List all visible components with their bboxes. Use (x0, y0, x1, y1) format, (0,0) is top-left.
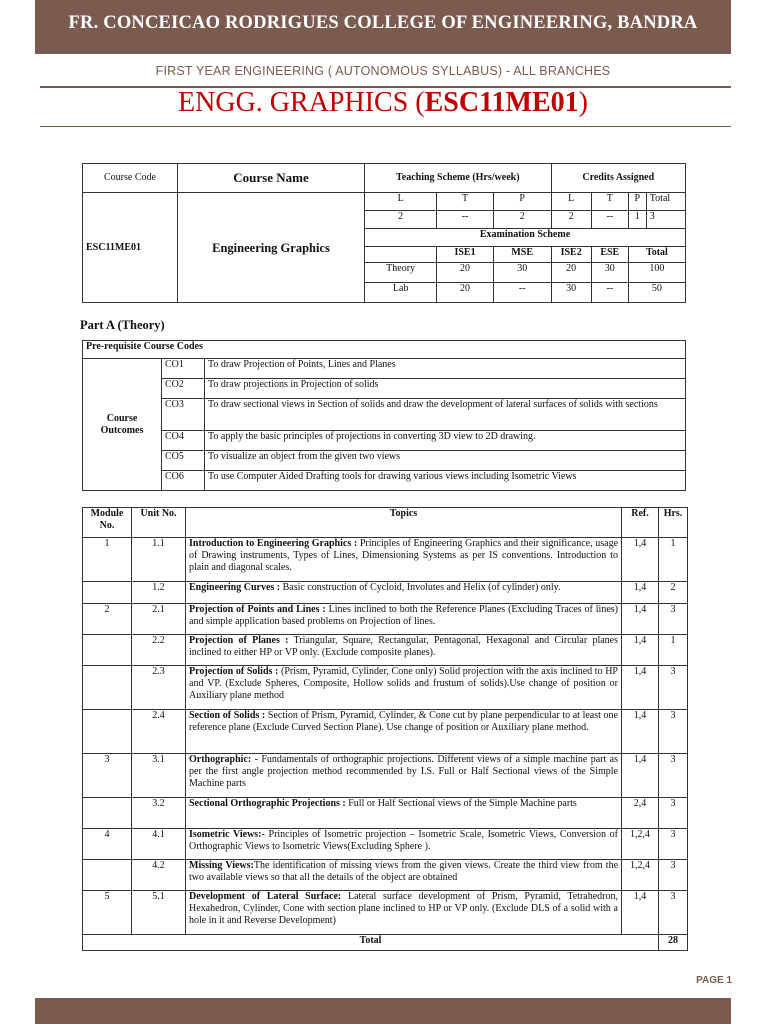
h-topics: Topics (186, 508, 622, 538)
ltp-head: Total (646, 193, 685, 211)
ref-cell: 2,4 (622, 798, 659, 829)
exam-head: Total (628, 247, 685, 263)
topic-text: Principles of Isometric projection – Isometric Scale, Isometric Views, Conversion of Orthographic Views to Isometric Views(Excluding Sphere ). (189, 829, 619, 852)
topic-cell (186, 604, 622, 635)
co-code: CO3 (162, 399, 205, 431)
co-code: CO2 (162, 379, 205, 399)
lab-val: -- (591, 283, 628, 303)
h-hrs: Hrs. (659, 508, 688, 538)
ltp-head: T (591, 193, 628, 211)
course-name: Engineering Graphics (178, 193, 365, 303)
module-row (83, 666, 688, 710)
ltp-head: L (551, 193, 591, 211)
topic-text: Full or Half Sectional views of the Simple Machine parts (345, 798, 577, 809)
topic-text: Principles of Engineering Graphics and their significance, usage of Drawing instruments, Types of Lines, Dimensioning Systems as per IS conventions. Introduction to plain and diagonal scales. (189, 538, 619, 573)
hours-cell: 1 (659, 538, 688, 582)
topic-cell (186, 666, 622, 710)
ltp-val: -- (437, 211, 494, 229)
exam-head: ESE (591, 247, 628, 263)
theory-val: 30 (493, 263, 551, 283)
hours-cell: 3 (659, 798, 688, 829)
ref-cell: 1,4 (622, 891, 659, 935)
unit-no: 2.4 (132, 710, 186, 754)
hours-cell: 3 (659, 710, 688, 754)
module-row (83, 582, 688, 604)
topic-title: Orthographic: (189, 754, 252, 765)
module-row (83, 754, 688, 798)
unit-no: 4.1 (132, 829, 186, 860)
h-ref: Ref. (622, 508, 659, 538)
topic-cell (186, 582, 622, 604)
unit-no: 3.2 (132, 798, 186, 829)
course-outcomes-label: Course Outcomes (83, 359, 162, 491)
module-no (83, 666, 132, 710)
module-row (83, 538, 688, 582)
ltp-val: -- (591, 211, 628, 229)
ltp-head: P (493, 193, 551, 211)
co-code: CO6 (162, 471, 205, 491)
modules-table (82, 507, 688, 951)
ltp-head: P (628, 193, 646, 211)
hours-cell: 3 (659, 891, 688, 935)
unit-no: 2.2 (132, 635, 186, 666)
hours-cell: 3 (659, 604, 688, 635)
modules-body (83, 538, 688, 935)
page-title (35, 87, 731, 119)
total-hours: 28 (659, 935, 688, 951)
ltp-head: T (437, 193, 494, 211)
unit-no: 3.1 (132, 754, 186, 798)
college-name: FR. CONCEICAO RODRIGUES COLLEGE OF ENGINEERING, BANDRA (68, 13, 698, 33)
unit-no: 5.1 (132, 891, 186, 935)
exam-head: ISE1 (437, 247, 494, 263)
ref-cell: 1,4 (622, 582, 659, 604)
co-text: To draw projections in Projection of solids (205, 379, 686, 399)
topic-cell (186, 635, 622, 666)
lab-total: 50 (628, 283, 685, 303)
unit-no: 4.2 (132, 860, 186, 891)
h-course-code: Course Code (83, 164, 178, 193)
ltp-val: 1 (628, 211, 646, 229)
module-no (83, 798, 132, 829)
hours-cell: 3 (659, 860, 688, 891)
ref-cell: 1,4 (622, 538, 659, 582)
course-table (82, 163, 686, 303)
ltp-val: 2 (551, 211, 591, 229)
h-teaching: Teaching Scheme (Hrs/week) (365, 164, 552, 193)
ref-cell: 1,4 (622, 710, 659, 754)
topic-title: Engineering Curves : (189, 582, 281, 593)
topic-text: Lateral surface development of Prism, Pyramid, Tetrahedron, Hexahedron, Cylinder, Cone with section plane inclined to HP or VP only. (Exclude DLS of a solid with a hole in it and Reverse Development) (189, 891, 618, 926)
footer-bar (35, 998, 731, 1024)
course-code: ESC11ME01 (83, 193, 178, 303)
lab-label: Lab (365, 283, 437, 303)
topic-title: Development of Lateral Surface: (189, 891, 342, 902)
topic-text: The identification of missing views from the given views. Create the third view from the two available views so that all the details of the object are obtained (189, 860, 619, 883)
h-course-name: Course Name (178, 164, 365, 193)
theory-label: Theory (365, 263, 437, 283)
unit-no: 1.1 (132, 538, 186, 582)
co-text: To draw Projection of Points, Lines and Planes (205, 359, 686, 379)
ltp-head: L (365, 193, 437, 211)
unit-no: 2.1 (132, 604, 186, 635)
hours-cell: 3 (659, 754, 688, 798)
ref-cell: 1,4 (622, 604, 659, 635)
ref-cell: 1,2,4 (622, 829, 659, 860)
lab-val: 30 (551, 283, 591, 303)
syllabus-subtitle: FIRST YEAR ENGINEERING ( AUTONOMOUS SYLLABUS) - ALL BRANCHES (155, 64, 611, 78)
topic-text: (Prism, Pyramid, Cylinder, Cone only) Solid projection with the axis inclined to HP and VP. (Exclude Spheres, Composite, Hollow solids and frustum of solids).Use change of position or Auxiliary plane method (189, 666, 618, 701)
module-no (83, 710, 132, 754)
module-row (83, 604, 688, 635)
topic-title: Missing Views: (189, 860, 254, 871)
ref-cell: 1,4 (622, 754, 659, 798)
exam-scheme-title: Examination Scheme (365, 229, 686, 247)
hours-cell: 3 (659, 829, 688, 860)
topic-text: Basic construction of Cycloid, Involutes and Helix (of cylinder) only. (280, 582, 561, 593)
exam-head: MSE (493, 247, 551, 263)
topic-cell (186, 891, 622, 935)
co-text: To draw sectional views in Section of solids and draw the development of lateral surfaces of solids with sections (205, 399, 686, 431)
ref-cell: 1,2,4 (622, 860, 659, 891)
exam-head: ISE2 (551, 247, 591, 263)
module-row (83, 829, 688, 860)
ltp-val: 2 (365, 211, 437, 229)
theory-val: 30 (591, 263, 628, 283)
module-row (83, 860, 688, 891)
topic-title: Sectional Orthographic Projections : (189, 798, 346, 809)
header-bar (35, 0, 731, 54)
topic-cell (186, 710, 622, 754)
lab-val: -- (493, 283, 551, 303)
topic-cell (186, 798, 622, 829)
topic-cell (186, 754, 622, 798)
lab-val: 20 (437, 283, 494, 303)
part-a-heading: Part A (Theory) (80, 318, 165, 332)
topic-title: Section of Solids : (189, 710, 266, 721)
total-label: Total (83, 935, 659, 951)
theory-val: 20 (551, 263, 591, 283)
topic-text: Triangular, Square, Rectangular, Pentagonal, Hexagonal and Circular planes inclined to either HP or VP only. (Exclude composite planes). (189, 635, 618, 658)
title-suffix: ) (578, 87, 588, 118)
topic-text: Section of Prism, Pyramid, Cylinder, & Cone cut by plane perpendicular to at least one reference plane (Exclude Curved Section Plane). Use change of position or Auxiliary plane method. (189, 710, 618, 733)
co-code: CO4 (162, 431, 205, 451)
blank-cell (365, 247, 437, 263)
module-no (83, 582, 132, 604)
co-code: CO1 (162, 359, 205, 379)
h-credits: Credits Assigned (551, 164, 685, 193)
topic-text: - Fundamentals of orthographic projections. Different views of a simple machine part as per the first angle projection method recommended by I.S. Full or Half Sectional views of the Simple Machine parts (189, 754, 618, 789)
hours-cell: 3 (659, 666, 688, 710)
h-module: Module No. (83, 508, 132, 538)
co-code: CO5 (162, 451, 205, 471)
topic-cell (186, 860, 622, 891)
topic-cell (186, 538, 622, 582)
module-no (83, 860, 132, 891)
module-row (83, 710, 688, 754)
theory-total: 100 (628, 263, 685, 283)
co-text: To use Computer Aided Drafting tools for drawing various views including Isometric Views (205, 471, 686, 491)
ltp-val: 2 (493, 211, 551, 229)
h-unit: Unit No. (132, 508, 186, 538)
topic-title: Projection of Planes : (189, 635, 289, 646)
topic-title: Introduction to Engineering Graphics : (189, 538, 358, 549)
title-divider (40, 126, 731, 127)
ref-cell: 1,4 (622, 666, 659, 710)
topic-title: Isometric Views:- (189, 829, 265, 840)
module-no: 3 (83, 754, 132, 798)
co-text: To apply the basic principles of projections in converting 3D view to 2D drawing. (205, 431, 686, 451)
title-code: ESC11ME01 (424, 87, 579, 118)
hours-cell: 1 (659, 635, 688, 666)
topic-title: Projection of Points and Lines : (189, 604, 326, 615)
module-no: 1 (83, 538, 132, 582)
module-no: 5 (83, 891, 132, 935)
theory-val: 20 (437, 263, 494, 283)
page-number: PAGE 1 (696, 975, 732, 986)
hours-cell: 2 (659, 582, 688, 604)
topic-text: Lines inclined to both the Reference Planes (Excluding Traces of lines) and simple application based problems on Projection of lines. (189, 604, 618, 627)
ref-cell: 1,4 (622, 635, 659, 666)
module-row (83, 891, 688, 935)
topic-title: Projection of Solids : (189, 666, 279, 677)
module-no: 2 (83, 604, 132, 635)
module-no (83, 635, 132, 666)
ltp-val: 3 (646, 211, 685, 229)
unit-no: 2.3 (132, 666, 186, 710)
prereq-label: Pre-requisite Course Codes (83, 341, 686, 359)
module-row (83, 798, 688, 829)
module-no: 4 (83, 829, 132, 860)
co-text: To visualize an object from the given two views (205, 451, 686, 471)
topic-cell (186, 829, 622, 860)
title-prefix: ENGG. GRAPHICS ( (178, 87, 425, 118)
course-outcomes-table (82, 340, 686, 491)
unit-no: 1.2 (132, 582, 186, 604)
module-row (83, 635, 688, 666)
